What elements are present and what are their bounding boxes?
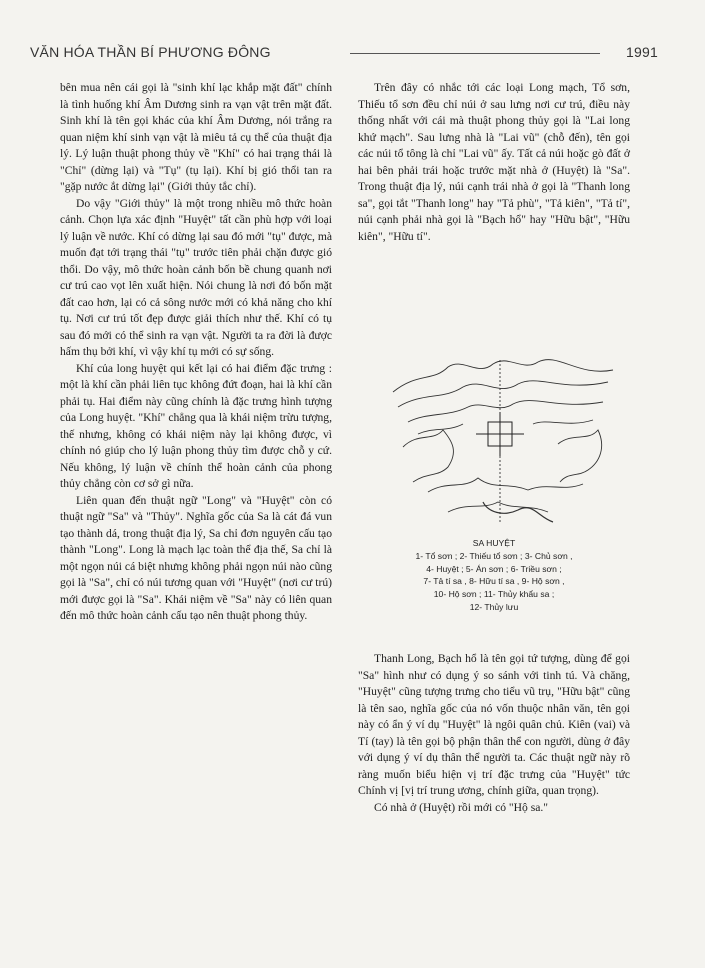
- paragraph: Liên quan đến thuật ngữ "Long" và "Huyệt" còn có thuật ngữ "Sa" và "Thủy". Nghĩa gốc của Sa là cát đá vun tạo thành dá, trong thuật địa lý, Sa chỉ đơn nguyên cấu tạo thành "Long". Long là mạch lạc toàn thể địa thế, Sa chỉ là một ngọn núi cá biệt nhưng không phải ngọn núi nào cũng gọi là "Sa", chỉ có núi tương quan với "Huyệt" (nơi cư trú) mới được gọi là "Sa". Khái niệm về "Sa" này có liên quan đến mô thức hoàn cảnh cấu tạo nên thuật phong thủy.: [60, 493, 332, 622]
- legend-line: 1- Tổ sơn ; 2- Thiếu tổ sơn ; 3- Chủ sơn ,: [415, 550, 573, 561]
- legend-line: 12- Thủy lưu: [469, 601, 519, 612]
- figure-title: SA HUYỆT: [472, 538, 516, 548]
- running-header: [30, 44, 658, 64]
- legend-line: 7- Tả tí sa , 8- Hữu tí sa , 9- Hộ sơn ,: [423, 576, 565, 587]
- paragraph: Do vậy "Giới thủy" là một trong nhiều mô thức hoàn cảnh. Chọn lựa xác định "Huyệt" tất cần phù hợp với loại lý luận về nước. Khí có dừng lại sau đó mới "tụ" được, mà muốn đạt tới trạng thái "tụ" trước tiên phải chặn được gió thổi. Do vậy, mô thức hoàn cảnh bốn bề chung quanh nơi cư trú cao vọt lên xuất hiện. Nói chung là nơi đó bốn mặt đất cao hơn, lại có cả sông nước mới có khả năng cho khí tụ. Nơi cư trú tốt đẹp được giải thích như thế. Khí có tụ sau đó mới có thể sinh ra vạn vật. Người ta ra đời là được hấm thụ bởi khí, vì vậy khí tụ mới có sự sống.: [60, 196, 332, 358]
- right-column-top: [358, 80, 630, 245]
- paragraph: bên mua nên cái gọi là "sinh khí lạc khắp mặt đất" chính là tình huống khí Âm Dương sinh ra vạn vật trên mặt đất. Sinh khí là tên gọi khác của khí Âm Dương, nói trắng ra quan niệm khí sinh vạn vật là miêu tả cụ thể của thuật địa lý. Lý luận thuật phong thủy về "Khí" có hai trạng thái là "Chỉ" (dừng lại) và "Tụ" (tụ lại). Khí bị gió thổi tan ra "gặp nước ắt dừng lại" (Giới thủy tắc chỉ).: [60, 81, 332, 193]
- page-year: 1991: [626, 44, 658, 60]
- paragraph: Trên đây có nhắc tới các loại Long mạch, Tổ sơn, Thiếu tổ sơn đều chỉ núi ở sau lưng nơi cư trú, điều này thống nhất với cái mà thuật phong thủy gọi là "Lai long khứ mạch". Sau lưng nhà là "Lai vũ" (chỗ đến), tên gọi các núi tổ tông là chỉ "Lai vũ" ấy. Tất cả núi hoặc gò đất ở hai bên phải trái hoặc trước mặt nhà ở (Huyệt) là "Sa". Trong thuật địa lý, núi cạnh trái nhà ở gọi là "Thanh long sa", gọi tắt "Thanh long" hay "Tả phù", "Tả kiên", "Tả tí", núi cạnh phải nhà gọi là "Bạch hổ" hay "Hữu bật", "Hữu kiên", "Hữu tí".: [358, 81, 630, 243]
- left-column: [60, 80, 332, 625]
- paragraph: Khí của long huyệt qui kết lại có hai điểm đặc trưng : một là khí cần phải liên tục không đứt đoạn, hai là khí cần phải tụ. Hai điểm này cũng chính là đặc trưng hình tượng của Long huyệt. "Khí" chẳng qua là khái niệm trừu tượng, thế nhưng, không có khái niệm này lại không được, vì chính nó giúp cho lý luận phong thủy tìm được chỗ y cứ. Nếu không, lý luận về chính thể hoàn cảnh của phong thủy chẳng còn cơ sở gì nữa.: [60, 361, 332, 490]
- header-rule: [350, 53, 600, 54]
- figure-caption: [358, 537, 630, 614]
- running-title: VĂN HÓA THẦN BÍ PHƯƠNG ĐÔNG: [30, 44, 271, 60]
- paragraph: Thanh Long, Bạch hổ là tên gọi tứ tượng, dùng để gọi "Sa" hình như có dụng ý so sánh với tinh tú. Và chăng, "Huyệt" cũng tượng trưng cho tiểu vũ trụ, "Hữu bật" cũng là tên sao, nghĩa gốc của nó vốn thuộc nhân văn, tên gọi này có ẩn ý ví dụ "Huyệt" là ngôi quân chủ. Kiên (vai) và Tí (tay) là tên gọi bộ phận thân thể con người, dùng ở đây với dụng ý ví dụ thân thể người ta. Các thuật ngữ này rõ ràng muốn biểu hiện vị trí đặc trưng của "Huyệt" tức Chính vị [vị trí trung ương, chính giữa, quan trọng).: [358, 652, 630, 797]
- sa-huyet-diagram: [388, 352, 618, 530]
- legend-line: 4- Huyệt ; 5- Án sơn ; 6- Triều sơn ;: [426, 563, 562, 574]
- mountain-landscape-illustration: [388, 352, 618, 530]
- right-column-bottom: [358, 651, 630, 816]
- paragraph: Có nhà ở (Huyệt) rồi mới có "Hộ sa.": [374, 800, 549, 814]
- legend-line: 10- Hộ sơn ; 11- Thủy khẩu sa ;: [433, 589, 555, 600]
